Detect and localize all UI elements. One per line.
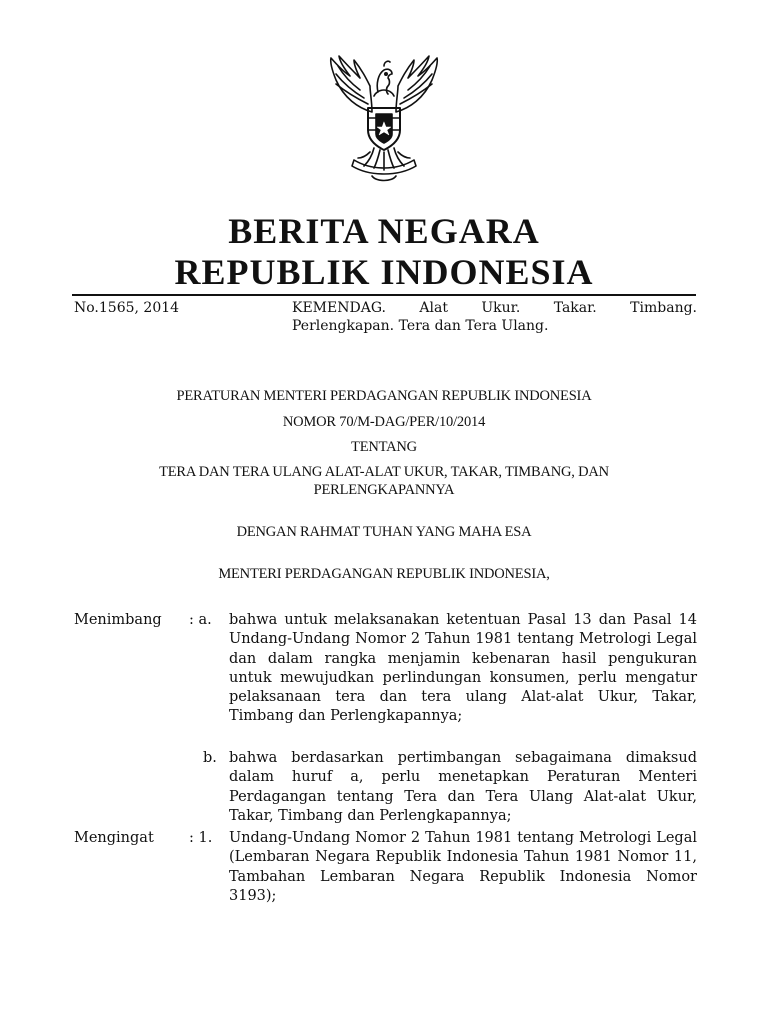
- gazette-subject: [292, 299, 697, 335]
- gazette-subject-line2: Perlengkapan. Tera dan Tera Ulang.: [292, 318, 549, 334]
- regulation-title: PERATURAN MENTERI PERDAGANGAN REPUBLIK INDONESIA: [176, 388, 592, 404]
- mengingat-marker-1: : 1.: [189, 830, 213, 846]
- gazette-subject-line1: KEMENDAG. Alat Ukur. Takar. Timbang.: [292, 300, 697, 316]
- menimbang-label: Menimbang: [74, 612, 162, 628]
- masthead-title: BERITA NEGARA: [228, 211, 540, 251]
- menimbang-marker-a: : a.: [189, 612, 212, 628]
- gazette-number: No.1565, 2014: [74, 300, 180, 316]
- regulation-subject-line2: PERLENGKAPANNYA: [313, 482, 455, 498]
- menimbang-item-b: bahwa berdasarkan pertimbangan sebagaimana dimaksud dalam huruf a, perlu menetapkan Peraturan Menteri Perdagangan tentang Tera dan Tera Ulang Alat-alat Ukur, Takar, Timbang dan Perlengkapannya;: [229, 750, 697, 824]
- menimbang-item-a: bahwa untuk melaksanakan ketentuan Pasal 13 dan Pasal 14 Undang-Undang Nomor 2 Tahun 1981 tentang Metrologi Legal dan dalam rangka menjamin kebenaran hasil pengukuran untuk mewujudkan perlindungan konsumen, perlu mengatur pelaksanaan tera dan tera ulang Alat-alat Ukur, Takar, Timbang dan Perlengkapannya;: [229, 612, 697, 725]
- mengingat-label: Mengingat: [74, 830, 154, 846]
- regulation-issuer: MENTERI PERDAGANGAN REPUBLIK INDONESIA,: [218, 566, 550, 582]
- regulation-blessing: DENGAN RAHMAT TUHAN YANG MAHA ESA: [236, 524, 532, 540]
- garuda-emblem-icon: [314, 52, 454, 187]
- regulation-tentang: TENTANG: [351, 439, 417, 455]
- masthead-subtitle: REPUBLIK INDONESIA: [174, 252, 594, 292]
- regulation-number: NOMOR 70/M-DAG/PER/10/2014: [282, 414, 486, 430]
- mengingat-item-1: Undang-Undang Nomor 2 Tahun 1981 tentang Metrologi Legal (Lembaran Negara Republik Indonesia Tahun 1981 Nomor 11, Tambahan Lembaran Negara Republik Indonesia Nomor 3193);: [229, 830, 697, 904]
- masthead-rule: [72, 294, 696, 296]
- regulation-subject-line1: TERA DAN TERA ULANG ALAT-ALAT UKUR, TAKAR, TIMBANG, DAN: [159, 464, 609, 480]
- menimbang-marker-b: b.: [203, 750, 217, 766]
